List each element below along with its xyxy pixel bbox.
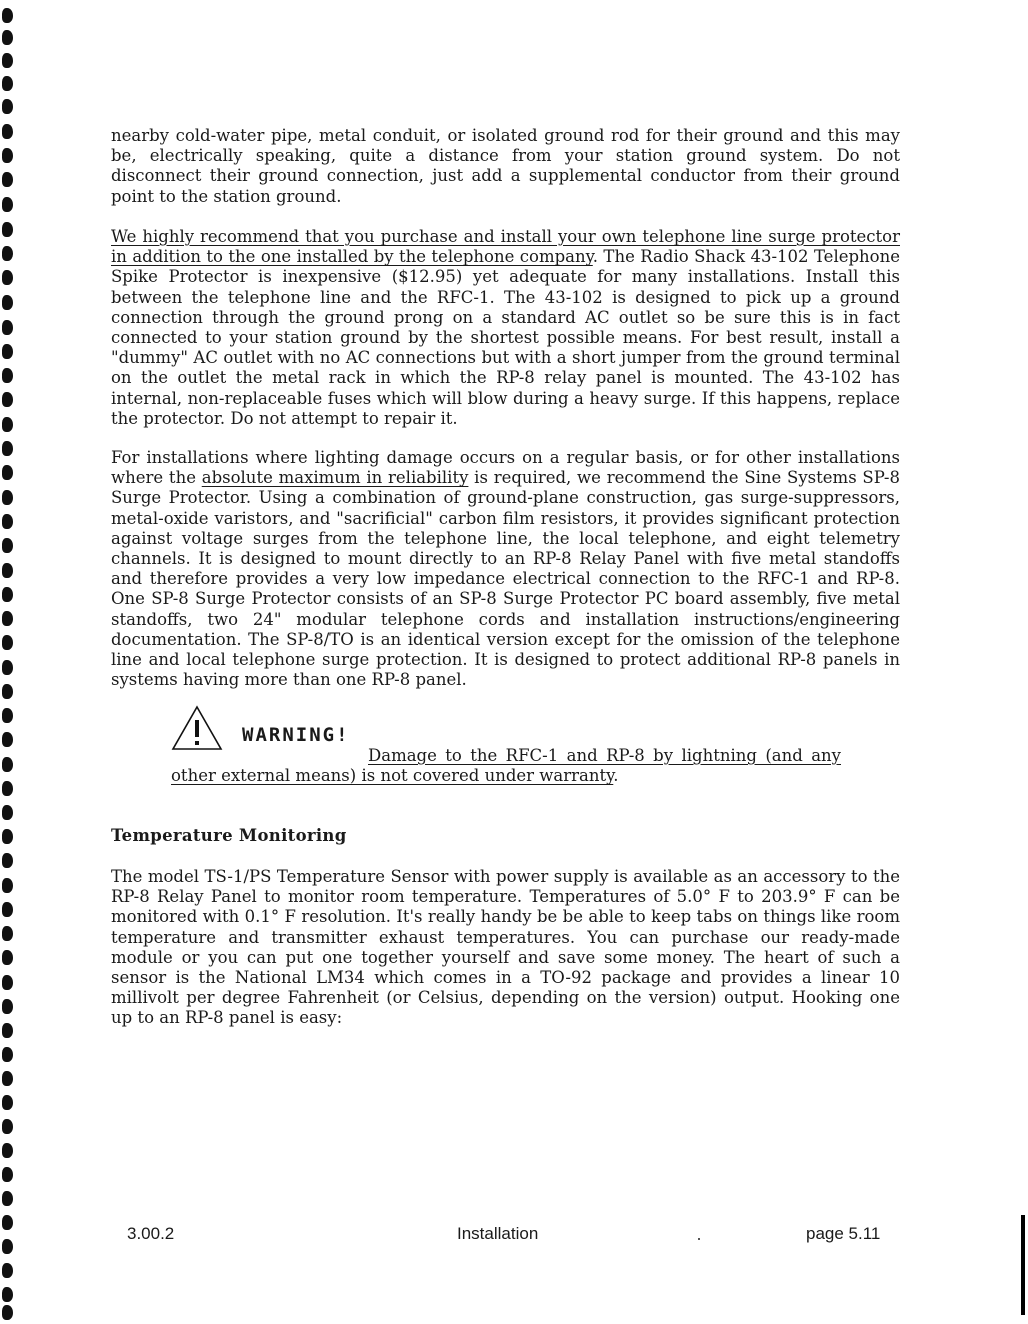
binder-hole (2, 1119, 13, 1134)
binder-hole (2, 563, 13, 578)
binder-hole (2, 1215, 13, 1230)
binder-hole (2, 465, 13, 480)
binder-hole (2, 270, 13, 285)
binder-hole (2, 708, 13, 723)
binder-hole (2, 757, 13, 772)
binder-hole (2, 392, 13, 407)
warning-tail: . (613, 766, 619, 786)
scan-edge-mark (1021, 1215, 1025, 1315)
binder-hole (2, 490, 13, 505)
binder-hole (2, 441, 13, 456)
binder-hole (2, 660, 13, 675)
binder-hole (2, 30, 13, 45)
binder-hole (2, 124, 13, 139)
binder-hole (2, 926, 13, 941)
binder-hole (2, 76, 13, 91)
binder-hole (2, 295, 13, 310)
warning-text (171, 746, 841, 786)
footer-version: 3.00.2 (127, 1224, 175, 1243)
binder-hole (2, 878, 13, 893)
binder-hole (2, 1071, 13, 1086)
binder-hole (2, 587, 13, 602)
binder-hole (2, 417, 13, 432)
section-heading: Temperature Monitoring (111, 826, 347, 845)
binder-hole (2, 950, 13, 965)
binder-hole (2, 172, 13, 187)
paragraph-ground (111, 126, 900, 207)
binder-hole (2, 684, 13, 699)
binder-hole (2, 53, 13, 68)
paragraph-sp8-end: is required, we recommend the Sine Systems SP-8 Surge Protector. Using a combination of ground-plane construction, gas surge-suppressors, metal-oxide varistors, and "sacrificial" carbon film resistors, it provides significant protection against voltage surges from the telephone line, the local telephone, and eight telemetry channels. It is designed to mount directly to an RP-8 Relay Panel with five metal standoffs and therefore provides a very low impedance electrical connection to the RFC-1 and RP-8. One SP-8 Surge Protector consists of an SP-8 Surge Protector PC board assembly, five metal standoffs, two 24" modular telephone cords and installation instructions/engineering documentation. The SP-8/TO is an identical version except for the omission of the telephone line and local telephone surge protection. It is designed to protect additional RP-8 panels in systems having more than one RP-8 panel. (111, 468, 900, 690)
binder-hole (2, 1047, 13, 1062)
binder-hole (2, 344, 13, 359)
binder-hole (2, 368, 13, 383)
paragraph-ground-text: nearby cold-water pipe, metal conduit, or isolated ground rod for their ground and this may be, electrically speaking, quite a distance from your station ground system. Do not disconnect their ground connection, just add a supplemental conductor from their ground point to the station ground. (111, 126, 900, 206)
binder-hole (2, 805, 13, 820)
binder-hole (2, 781, 13, 796)
binder-hole (2, 99, 13, 114)
binder-hole (2, 975, 13, 990)
binder-hole (2, 538, 13, 553)
footer-page-number: page 5.11 (806, 1224, 881, 1243)
binder-hole (2, 246, 13, 261)
binder-hole (2, 1239, 13, 1254)
binder-hole (2, 320, 13, 335)
paragraph-sp8-text (111, 448, 900, 690)
binder-holes (0, 0, 18, 1324)
paragraph-temperature (111, 867, 900, 1029)
paragraph-sp8 (111, 448, 900, 690)
binder-hole (2, 1167, 13, 1182)
binder-hole (2, 1287, 13, 1302)
paragraph-surge-protector-text (111, 227, 900, 429)
binder-hole (2, 999, 13, 1014)
binder-hole (2, 829, 13, 844)
binder-hole (2, 1191, 13, 1206)
binder-hole (2, 635, 13, 650)
binder-hole (2, 1095, 13, 1110)
binder-hole (2, 902, 13, 917)
warning-underlined: Damage to the RFC-1 and RP-8 by lightning (and any other external means) is not covered under warranty (171, 746, 841, 786)
warning-title: WARNING! (242, 724, 350, 746)
binder-hole (2, 853, 13, 868)
binder-hole (2, 1023, 13, 1038)
footer-chapter: Installation (457, 1224, 539, 1243)
recommendation-underlined: We highly recommend that you purchase and install your own telephone line surge protector in addition to the one installed by the telephone company (111, 227, 900, 267)
paragraph-sp8-start: For installations where lighting damage occurs on a regular basis, or for other installations where the (111, 448, 900, 488)
paragraph-surge-protector (111, 227, 900, 429)
binder-hole (2, 222, 13, 237)
binder-hole (2, 148, 13, 163)
binder-hole (2, 611, 13, 626)
reliability-underlined: absolute maximum in reliability (201, 468, 469, 488)
binder-hole (2, 732, 13, 747)
binder-hole (2, 197, 13, 212)
warning-triangle-icon (171, 705, 223, 751)
binder-hole (2, 8, 13, 23)
paragraph-temperature-text: The model TS-1/PS Temperature Sensor with power supply is available as an accessory to the RP-8 Relay Panel to monitor room temperature. Temperatures of 5.0° F to 203.9° F can be monitored with 0.1° F resolution. It's really handy be be able to keep tabs on things like room temperature and transmitter exhaust temperatures. You can purchase our ready-made module or you can put one together yourself and save some money. The heart of such a sensor is the National LM34 which comes in a TO-92 package and provides a linear 10 millivolt per degree Fahrenheit (or Celsius, depending on the version) output. Hooking one up to an RP-8 panel is easy: (111, 867, 900, 1028)
scan-speck (698, 1238, 700, 1240)
binder-hole (2, 1305, 13, 1320)
binder-hole (2, 1263, 13, 1278)
binder-hole (2, 514, 13, 529)
paragraph-surge-protector-rest: . The Radio Shack 43-102 Telephone Spike Protector is inexpensive ($12.95) yet adequate for many installations. Install this between the telephone line and the RFC-1. The 43-102 is designed to pick up a ground connection through the ground prong on a standard AC outlet so be sure this is in fact connected to your station ground by the shortest possible means. For best result, install a "dummy" AC outlet with no AC connections but with a short jumper from the ground terminal on the outlet the metal rack in which the RP-8 relay panel is mounted. The 43-102 has internal, non-replaceable fuses which will blow during a heavy surge. If this happens, replace the protector. Do not attempt to repair it. (111, 247, 901, 428)
binder-hole (2, 1143, 13, 1158)
